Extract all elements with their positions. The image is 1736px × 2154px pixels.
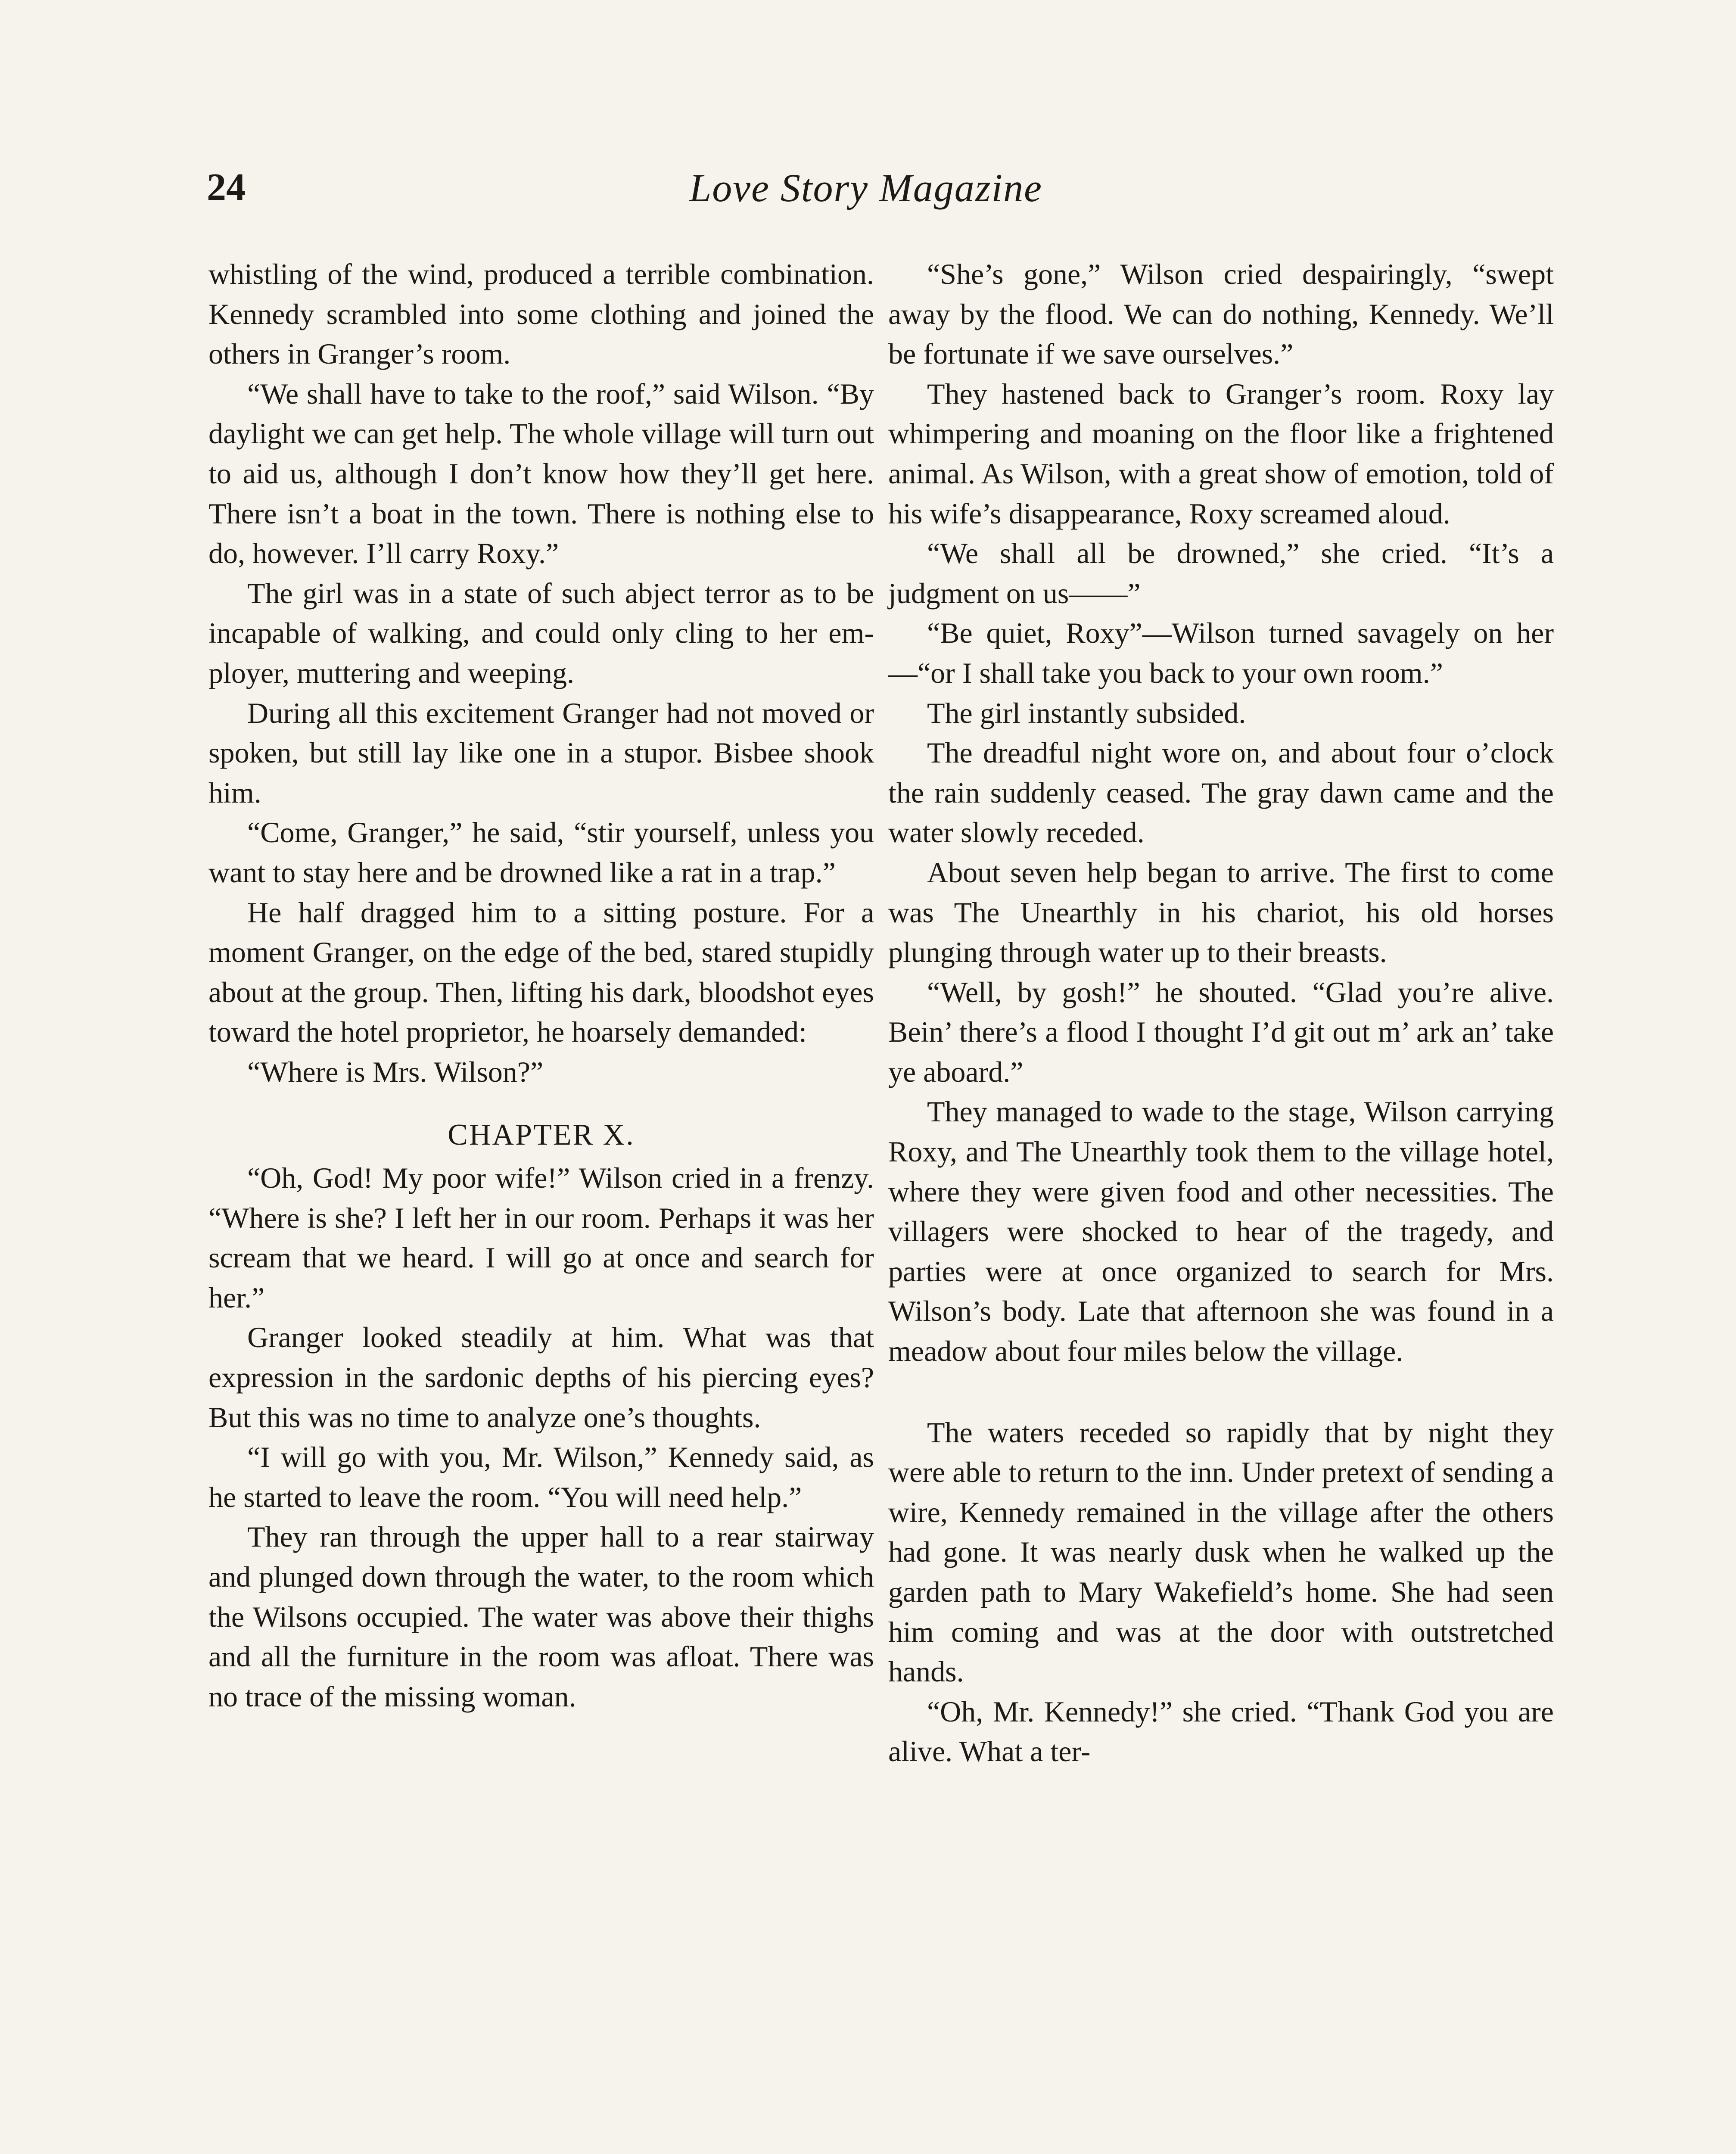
chapter-heading: CHAPTER X. xyxy=(448,1118,635,1152)
paragraph: The waters receded so rapidly that by night they were able to return to the inn. Under pretext of sending a wire, Kennedy remained in the village after the others had gone. It was nearly dusk when he walked up the garden path to Mary Wakefield’s home. She had seen him coming and was at the door with outstretched hands. xyxy=(888,1416,1554,1688)
paragraph: They hastened back to Granger’s room. Roxy lay whimpering and moaning on the floor like a frightened animal. As Wilson, with a great show of emotion, told of his wife’s disappearance, Roxy screamed aloud. xyxy=(888,377,1554,530)
paragraph: “She’s gone,” Wilson cried despairingly, “swept away by the flood. We can do nothing, Kennedy. We’ll be fortunate if we save ourselves.” xyxy=(888,258,1554,370)
left-column xyxy=(208,254,874,1716)
paragraph: The dreadful night wore on, and about four o’clock the rain suddenly ceased. The gray dawn came and the water slowly receded. xyxy=(888,736,1554,849)
page-number: 24 xyxy=(207,166,246,209)
running-head: Love Story Magazine xyxy=(689,166,1042,210)
paragraph: “Where is Mrs. Wilson?” xyxy=(247,1055,544,1088)
paragraph: About seven help began to arrive. The first to come was The Unearthly in his chariot, his old horses plunging through water up to their breasts. xyxy=(888,856,1554,969)
paragraph: “Be quiet, Roxy”—Wilson turned savagely on her—“or I shall take you back to your own room.” xyxy=(888,616,1554,689)
paragraph: They ran through the upper hall to a rear stairway and plunged down through the water, to the room which the Wilsons occupied. The water was above their thighs and all the furniture in the room was afloat. There was no trace of the missing woman. xyxy=(208,1520,874,1713)
paragraph: “Come, Granger,” he said, “stir yourself, unless you want to stay here and be drowned like a rat in a trap.” xyxy=(208,816,874,889)
paragraph: Granger looked steadily at him. What was that expression in the sardonic depths of his piercing eyes? But this was no time to analyze one’s thoughts. xyxy=(208,1321,874,1434)
paragraph: “We shall all be drowned,” she cried. “It’s a judgment on us——” xyxy=(888,537,1554,610)
right-column xyxy=(888,254,1554,1771)
paragraph: They managed to wade to the stage, Wilson carrying Roxy, and The Unearthly took them to the village hotel, where they were given food and other necessities. The villagers were shocked to hear of the tragedy, and parties were at once organized to search for Mrs. Wilson’s body. Late that afternoon she was found in a meadow about four miles below the village. xyxy=(888,1095,1554,1368)
paragraph: The girl instantly subsided. xyxy=(927,696,1246,729)
paragraph: “We shall have to take to the roof,” said Wilson. “By daylight we can get help. The whole village will turn out to aid us, although I don’t know how they’ll get here. There isn’t a boat in the town. There is nothing else to do, however. I’ll carry Roxy.” xyxy=(208,377,874,570)
section-break xyxy=(888,1371,1554,1413)
paragraph: During all this excitement Granger had not moved or spoken, but still lay like one in a stupor. Bisbee shook him. xyxy=(208,696,874,809)
paragraph: He half dragged him to a sitting posture. For a moment Granger, on the edge of the bed, stared stupidly about at the group. Then, lifting his dark, bloodshot eyes toward the hotel proprietor, he hoarsely demanded: xyxy=(208,896,874,1049)
paragraph: The girl was in a state of such abject terror as to be incapable of walking, and could only cling to her employer, muttering and weeping. xyxy=(208,576,874,689)
page-header xyxy=(207,159,1525,228)
paragraph: “Well, by gosh!” he shouted. “Glad you’re alive. Bein’ there’s a flood I thought I’d git out m’ ark an’ take ye aboard.” xyxy=(888,975,1554,1088)
paragraph: “I will go with you, Mr. Wilson,” Kennedy said, as he started to leave the room. “You will need help.” xyxy=(208,1441,874,1513)
paragraph: “Oh, God! My poor wife!” Wilson cried in a frenzy. “Where is she? I left her in our room. Perhaps it was her scream that we heard. I will go at once and search for her.” xyxy=(208,1161,874,1314)
paragraph: “Oh, Mr. Kennedy!” she cried. “Thank God you are alive. What a ter- xyxy=(888,1695,1554,1768)
paragraph: whistling of the wind, produced a terrible combination. Kennedy scrambled into some clothing and joined the others in Granger’s room. xyxy=(208,258,874,370)
